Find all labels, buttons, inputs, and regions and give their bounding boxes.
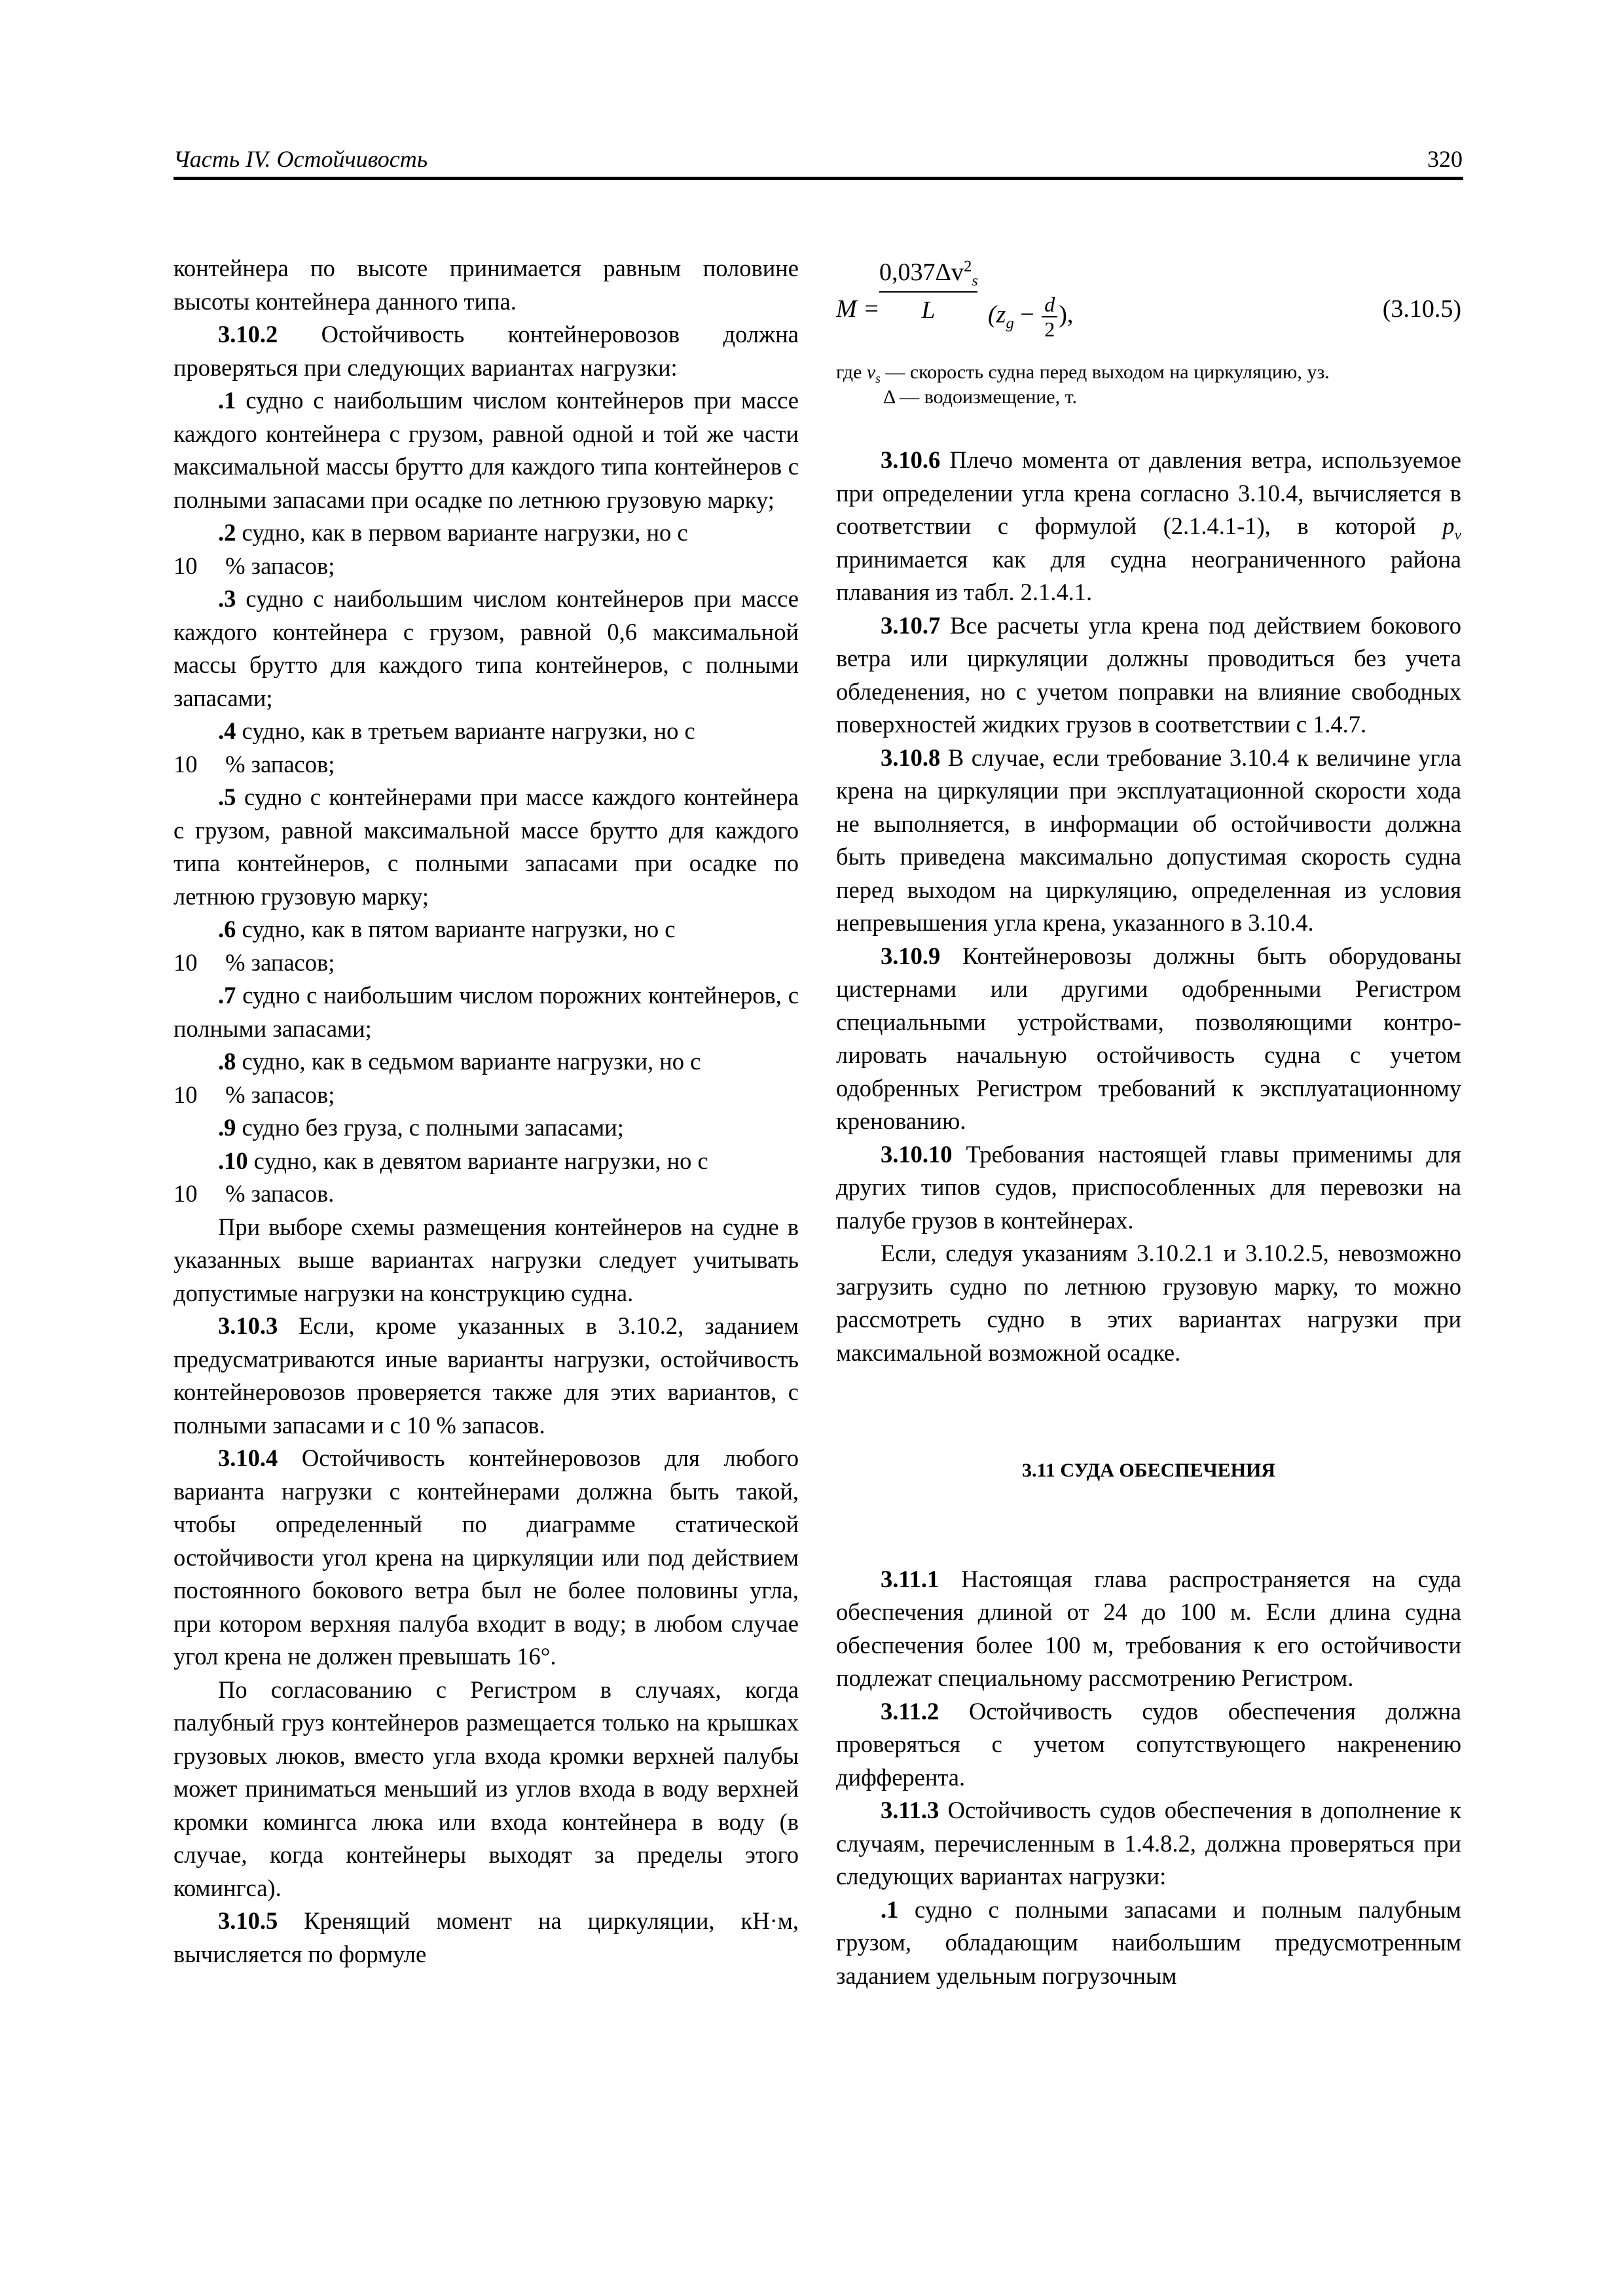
paragraph-3-11-2: 3.11.2 Остойчивость судов обеспечения должна проверяться с учетом сопутствующего накренению дифферента.	[836, 1697, 1461, 1791]
paragraph: Если, следуя указаниям 3.10.2.1 и 3.10.2.5, невозможно загрузить судно по летнюю грузовую марку, то можно рассмотреть судно в этих вариантах нагрузки при максимальной возможной осадке.	[836, 1240, 1461, 1366]
paragraph-3-10-2: 3.10.2 Остойчивость контейнеровозов должна проверяться при следующих вариантах нагрузки:	[173, 321, 799, 381]
paragraph-3-10-3: 3.10.3 Если, кроме указанных в 3.10.2, заданием предусматриваются иные варианты нагрузки, остойчивость контейнеровозов проверяется также для этих вариантов, с полными запасами и с 10 % запасов.	[173, 1312, 799, 1439]
list-item: .3 судно с наибольшим числом контейнеров при массе каждого контейнера с грузом, равной 0,6 максимальной массы брутто для каждого типа контейнеров, с полными запасами;	[173, 585, 799, 711]
right-column	[836, 252, 1461, 1992]
paragraph-3-10-4: 3.10.4 Остойчивость контейнеровозов для любого варианта нагрузки с контейнерами должна быть такой, чтобы определенный по диаграмме статической остойчивости угол крена на циркуляции или под действием постоянного бокового ветра был не более половины угла, при котором верхняя палуба входит в воду; в любом случае угол крена не должен превышать 16°.	[173, 1444, 799, 1670]
clause-number: 3.10.2	[218, 321, 278, 348]
formula-lhs: M =	[836, 295, 880, 323]
formula-legend	[836, 360, 1461, 410]
list-item: .7 судно с наибольшим числом порожних контейнеров, с полными запасами;	[173, 982, 799, 1042]
paragraph: При выборе схемы размещения контейнеров на судне в указанных выше вариантах нагрузки следует учитывать допустимые нагрузки на конструкцию судна.	[173, 1213, 799, 1306]
paragraph: По согласованию с Регистром в случаях, когда палубный груз контейнеров размещается только на крышках грузовых люков, вместо угла входа кромки верхней палубы может приниматься меньший из углов входа в воду верхней кромки комингса люка или входа контейнера в воду (в случае, когда контейнеры выходят за пределы этого комингса).	[173, 1676, 799, 1901]
formula-fraction: $0,037\Delta v^2_s$ L	[879, 257, 978, 324]
legend-line: где $v_s$ — скорость судна перед выходом на циркуляцию, уз.	[836, 361, 1330, 386]
page-number: 320	[1427, 146, 1463, 172]
list-item: .6 судно, как в пятом варианте нагрузки, но с 10 % запасов;	[173, 916, 676, 976]
formula-parenthesis: ($z_g$ − $\frac{d}{2}$ ),	[988, 293, 1074, 341]
list-item: .2 судно, как в первом варианте нагрузки, но с 10 % запасов;	[173, 519, 688, 579]
paragraph-3-10-10: 3.10.10 Требования настоящей главы применимы для других типов судов, приспособленных для перевозки на палубе грузов в контейнерах.	[836, 1140, 1461, 1234]
list-item: .9 судно без груза, с полными запасами;	[218, 1114, 624, 1141]
list-item: .4 судно, как в третьем варианте нагрузки, но с 10 % запасов;	[173, 717, 695, 778]
list-item: .1 судно с полными запасами и полным палубным грузом, обладающим наибольшим предусмотренным заданием удельным погрузочным	[836, 1895, 1461, 1989]
paragraph-3-10-5: 3.10.5 Кренящий момент на циркуляции, кН·м, вычисляется по формуле	[173, 1907, 799, 1967]
list-item: .8 судно, как в седьмом варианте нагрузки, но с 10 % запасов;	[173, 1048, 701, 1108]
list-item: .10 судно, как в девятом варианте нагрузки, но с 10 % запасов.	[173, 1147, 708, 1207]
legend-line: Δ — водоизмещение, т.	[883, 386, 1077, 408]
paragraph-3-10-7: 3.10.7 Все расчеты угла крена под действием бокового ветра или циркуляции должны проводиться без учета обледенения, но с учетом поправки на влияние свободных поверхностей жидких грузов в соответствии с 1.4.7.	[836, 611, 1461, 738]
running-header: Часть IV. Остойчивость	[173, 146, 428, 172]
paragraph: контейнера по высоте принимается равным половине высоты контейнера данного типа.	[173, 255, 799, 315]
left-column	[173, 252, 799, 1971]
paragraph-3-11-1: 3.11.1 Настоящая глава распространяется на суда обеспечения длиной от 24 до 100 м. Если длина судна обеспечения более 100 м, требования к его остойчивости подлежат специальному рассмотрению Регистром.	[836, 1565, 1461, 1691]
paragraph-3-10-6: 3.10.6 Плечо момента от давления ветра, используемое при определении угла крена согласно 3.10.4, вычисляется в соответствии с формулой (2.1.4.1-1), в которой $p_v$ принимается как для судна неограниченного района плавания из табл. 2.1.4.1.	[836, 446, 1461, 605]
list-item: .1 судно с наибольшим числом контейнеров при массе каждого контейнера с грузом, равной одной и той же части максимальной массы брутто для каждого типа контейнеров с полными запасами при осадке по летнюю грузовую марку;	[173, 387, 799, 513]
section-heading: 3.11 СУДА ОБЕСПЕЧЕНИЯ	[1022, 1460, 1275, 1481]
paragraph-3-10-8: 3.10.8 В случае, если требование 3.10.4 к величине угла крена на циркуляции при эксплуатационной скорости хода не выполняется, в информации об остойчивости должна быть приведена максимально допустимая скорость судна перед выходом на циркуляцию, определенная из условия непревышения угла крена, указанного в 3.10.4.	[836, 744, 1461, 936]
equation-number: (3.10.5)	[1382, 295, 1461, 323]
list-item: .5 судно с контейнерами при массе каждого контейнера с грузом, равной максимальной массе брутто для каждого типа контейнеров, с полными запасами при осадке по летнюю грузовую марку;	[173, 783, 799, 910]
paragraph-3-11-3: 3.11.3 Остойчивость судов обеспечения в дополнение к случаям, перечисленным в 1.4.8.2, должна проверяться при следующих вариантах нагрузки:	[836, 1797, 1461, 1890]
header-rule	[173, 177, 1463, 180]
paragraph-3-10-9: 3.10.9 Контейнеровозы должны быть оборудованы цистернами или другими одобренными Регистром специальными устройствами, позволяющими контролировать начальную остойчивость судна с учетом одобренных Регистром требований к эксплуатационному кренованию.	[836, 942, 1461, 1134]
formula-3-10-5	[836, 252, 1461, 360]
